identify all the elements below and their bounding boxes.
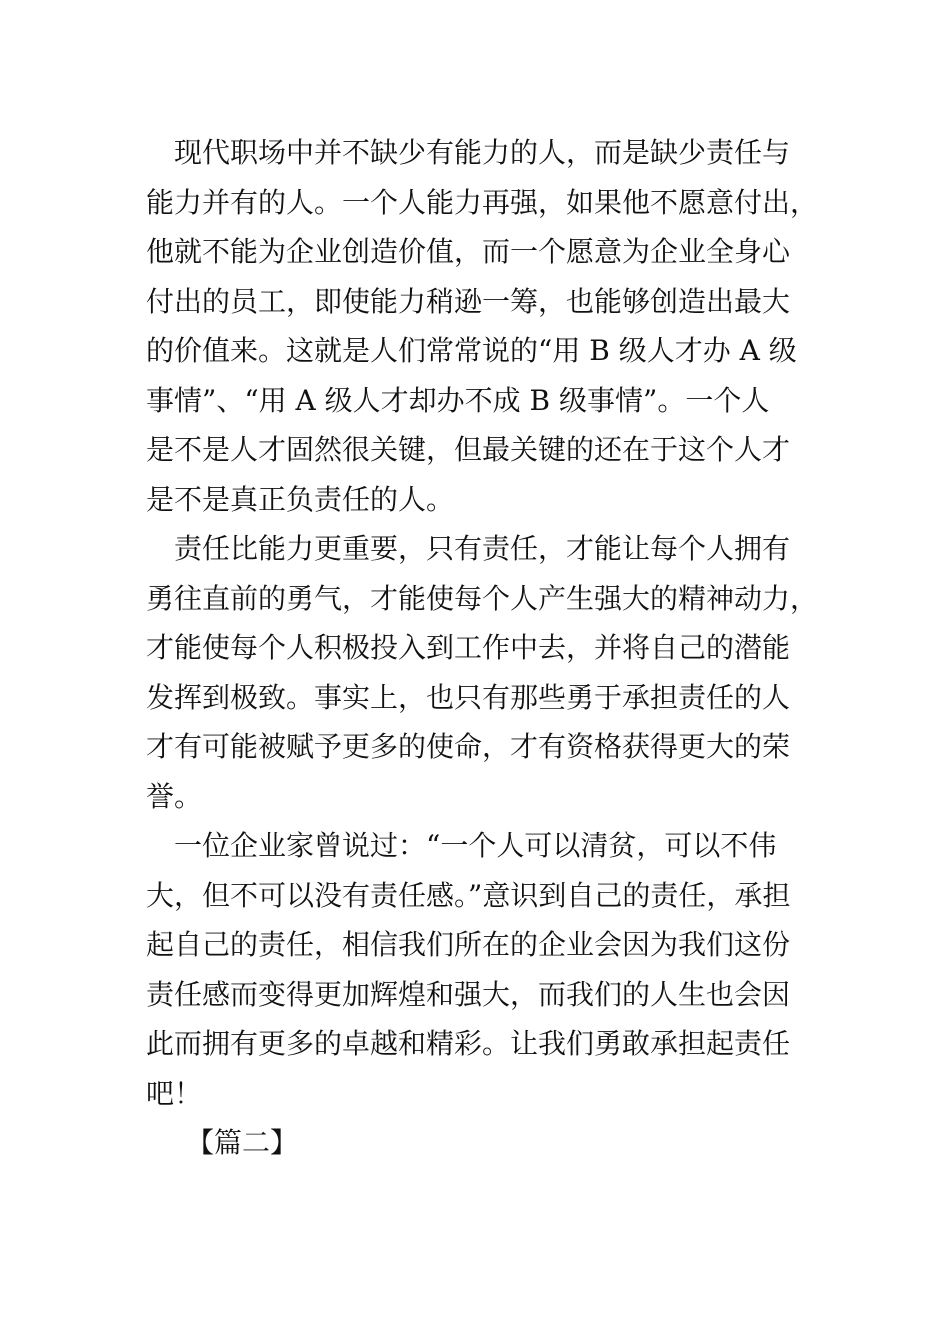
text-line: 能力并有的人。一个人能力再强，如果他不愿意付出， [146,185,819,219]
text-line: 事情”、“用 A 级人才却办不成 B 级事情”。一个人 [146,383,770,417]
text-line: 吧！ [146,1076,203,1110]
text-line: 才有可能被赋予更多的使命，才有资格获得更大的荣 [146,730,791,763]
text-line: 的价值来。这就是人们常常说的“用 B 级人才办 A 级 [146,334,797,367]
text-line: 一位企业家曾说过：“一个人可以清贫，可以不伟 [146,829,777,862]
text-line: 勇往直前的勇气，才能使每个人产生强大的精神动力， [146,581,819,615]
text-line: 他就不能为企业创造价值，而一个愿意为企业全身心 [146,235,791,268]
text-line: 起自己的责任，相信我们所在的企业会因为我们这份 [146,928,791,961]
text-line: 现代职场中并不缺少有能力的人，而是缺少责任与 [146,136,791,169]
text-line: 责任比能力更重要，只有责任，才能让每个人拥有 [146,532,791,565]
text-line: 才能使每个人积极投入到工作中去，并将自己的潜能 [146,631,791,664]
paragraph-1 [146,128,819,524]
paragraph-2 [146,524,819,821]
text-line: 此而拥有更多的卓越和精彩。让我们勇敢承担起责任 [146,1027,791,1060]
text-line: 誉。 [146,779,203,813]
text-line: 是不是真正负责任的人。 [146,482,455,516]
text-line: 责任感而变得更加辉煌和强大，而我们的人生也会因 [146,977,791,1011]
section-heading: 【篇二】 [186,1126,299,1159]
text-line: 付出的员工，即使能力稍逊一筹，也能够创造出最大 [146,284,791,318]
text-line: 发挥到极致。事实上，也只有那些勇于承担责任的人 [146,680,791,714]
text-line: 大，但不可以没有责任感。”意识到自己的责任，承担 [146,878,791,912]
paragraph-3 [146,821,806,1118]
body-text [146,128,819,1118]
text-line: 是不是人才固然很关键，但最关键的还在于这个人才 [146,433,791,466]
